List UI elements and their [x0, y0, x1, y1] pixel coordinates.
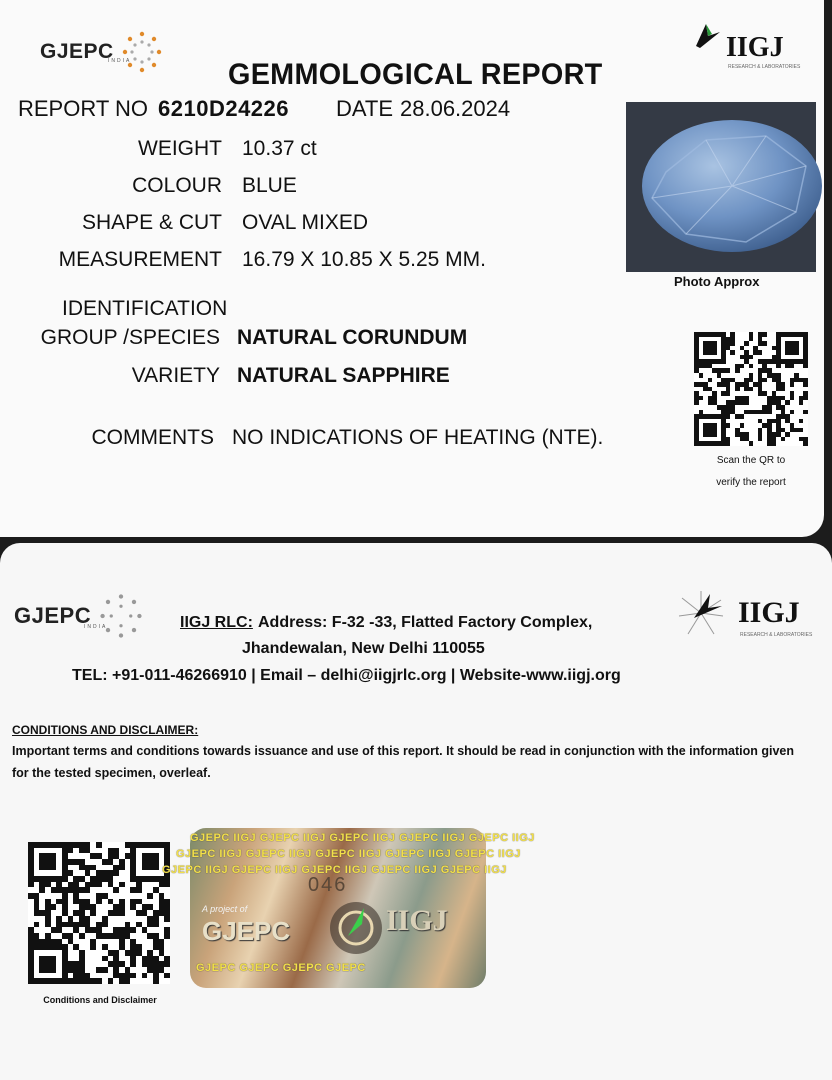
report-card-front [0, 0, 824, 537]
colour-label: COLOUR [132, 174, 222, 197]
hologram-side-text: A project of [202, 904, 248, 914]
iigj-emblem-icon [692, 20, 722, 50]
conditions-qr-code[interactable] [28, 842, 170, 984]
variety-value: NATURAL SAPPHIRE [237, 364, 450, 387]
shape-cut-value: OVAL MIXED [242, 211, 369, 234]
gemstone-image [626, 102, 816, 272]
hologram-strip-1: GJEPC IIGJ GJEPC IIGJ GJEPC IIGJ GJEPC IIGJ GJEPC IIGJ [190, 832, 535, 844]
date-value: 28.06.2024 [400, 96, 511, 121]
gemstone-photo [626, 102, 816, 272]
gjepc-emblem-icon [118, 28, 166, 76]
group-species-value: NATURAL CORUNDUM [237, 326, 468, 349]
conditions-qr-caption: Conditions and Disclaimer [43, 995, 157, 1005]
address-line1: Address: F-32 -33, Flatted Factory Complex, [258, 614, 593, 631]
gjepc-emblem-back-icon [95, 590, 147, 642]
address-line2: Jhandewalan, New Delhi 110055 [242, 640, 485, 657]
iigj-logo-back [676, 584, 822, 644]
conditions-heading: CONDITIONS AND DISCLAIMER: [12, 723, 199, 737]
hologram-gjepc-text: GJEPC [202, 916, 291, 946]
conditions-text: Important terms and conditions towards issuance and use of this report. It should be read in conjunction with the information given for the tested specimen, overleaf. [12, 744, 795, 780]
qr-caption-line1: Scan the QR to [716, 455, 786, 466]
report-no-label: REPORT NO [18, 96, 148, 121]
iigj-logo-tagline: RESEARCH & LABORATORIES [728, 64, 801, 70]
identification-label: IDENTIFICATION [62, 297, 228, 320]
hologram-strip-2: GJEPC IIGJ GJEPC IIGJ GJEPC IIGJ GJEPC IIGJ GJEPC IIGJ [176, 848, 521, 860]
group-species-label: GROUP /SPECIES [40, 326, 220, 349]
date-label: DATE [336, 96, 394, 121]
address-label: IIGJ RLC: [180, 614, 253, 631]
hologram-iigj-text: IIGJ [386, 904, 448, 937]
photo-caption: Photo Approx [674, 274, 760, 289]
comments-value: NO INDICATIONS OF HEATING (NTE). [232, 426, 604, 449]
hologram-number: 046 [308, 874, 348, 896]
report-title: GEMMOLOGICAL REPORT [228, 58, 603, 91]
gjepc-logo-sub: INDIA [108, 58, 132, 64]
qr-caption-line2: verify the report [716, 477, 786, 488]
weight-value: 10.37 ct [242, 137, 317, 160]
gjepc-logo-back-text: GJEPC [14, 603, 92, 628]
weight-label: WEIGHT [138, 137, 222, 160]
gjepc-logo-text: GJEPC [40, 40, 114, 63]
hologram-strip-3: GJEPC IIGJ GJEPC IIGJ GJEPC IIGJ GJEPC IIGJ GJEPC IIGJ [162, 864, 507, 876]
variety-label: VARIETY [131, 364, 220, 387]
measurement-label: MEASUREMENT [58, 248, 222, 271]
iigj-emblem-back-icon [676, 588, 726, 638]
gjepc-logo [40, 28, 166, 76]
colour-value: BLUE [242, 174, 297, 197]
comments-label: COMMENTS [91, 426, 214, 449]
report-no-value: 6210D24226 [158, 96, 290, 121]
contact-line: TEL: +91-011-46266910 | Email – delhi@iigjrlc.org | Website-www.iigj.org [72, 667, 621, 684]
iigj-logo-text: IIGJ [726, 32, 784, 63]
qr-caption [690, 450, 812, 494]
shape-cut-label: SHAPE & CUT [81, 211, 222, 234]
hologram-bottom-strip: GJEPC GJEPC GJEPC GJEPC [196, 962, 366, 974]
hologram-emblem-icon [324, 896, 388, 960]
measurement-value: 16.79 X 10.85 X 5.25 MM. [242, 248, 486, 271]
gjepc-logo-back-sub: INDIA [84, 624, 108, 630]
hologram-sticker [162, 828, 535, 988]
iigj-logo-back-text: IIGJ [738, 596, 800, 629]
iigj-logo [692, 20, 812, 70]
verify-qr-code[interactable] [694, 332, 808, 446]
gjepc-logo-back [14, 590, 147, 642]
iigj-logo-back-tagline: RESEARCH & LABORATORIES [740, 632, 813, 638]
